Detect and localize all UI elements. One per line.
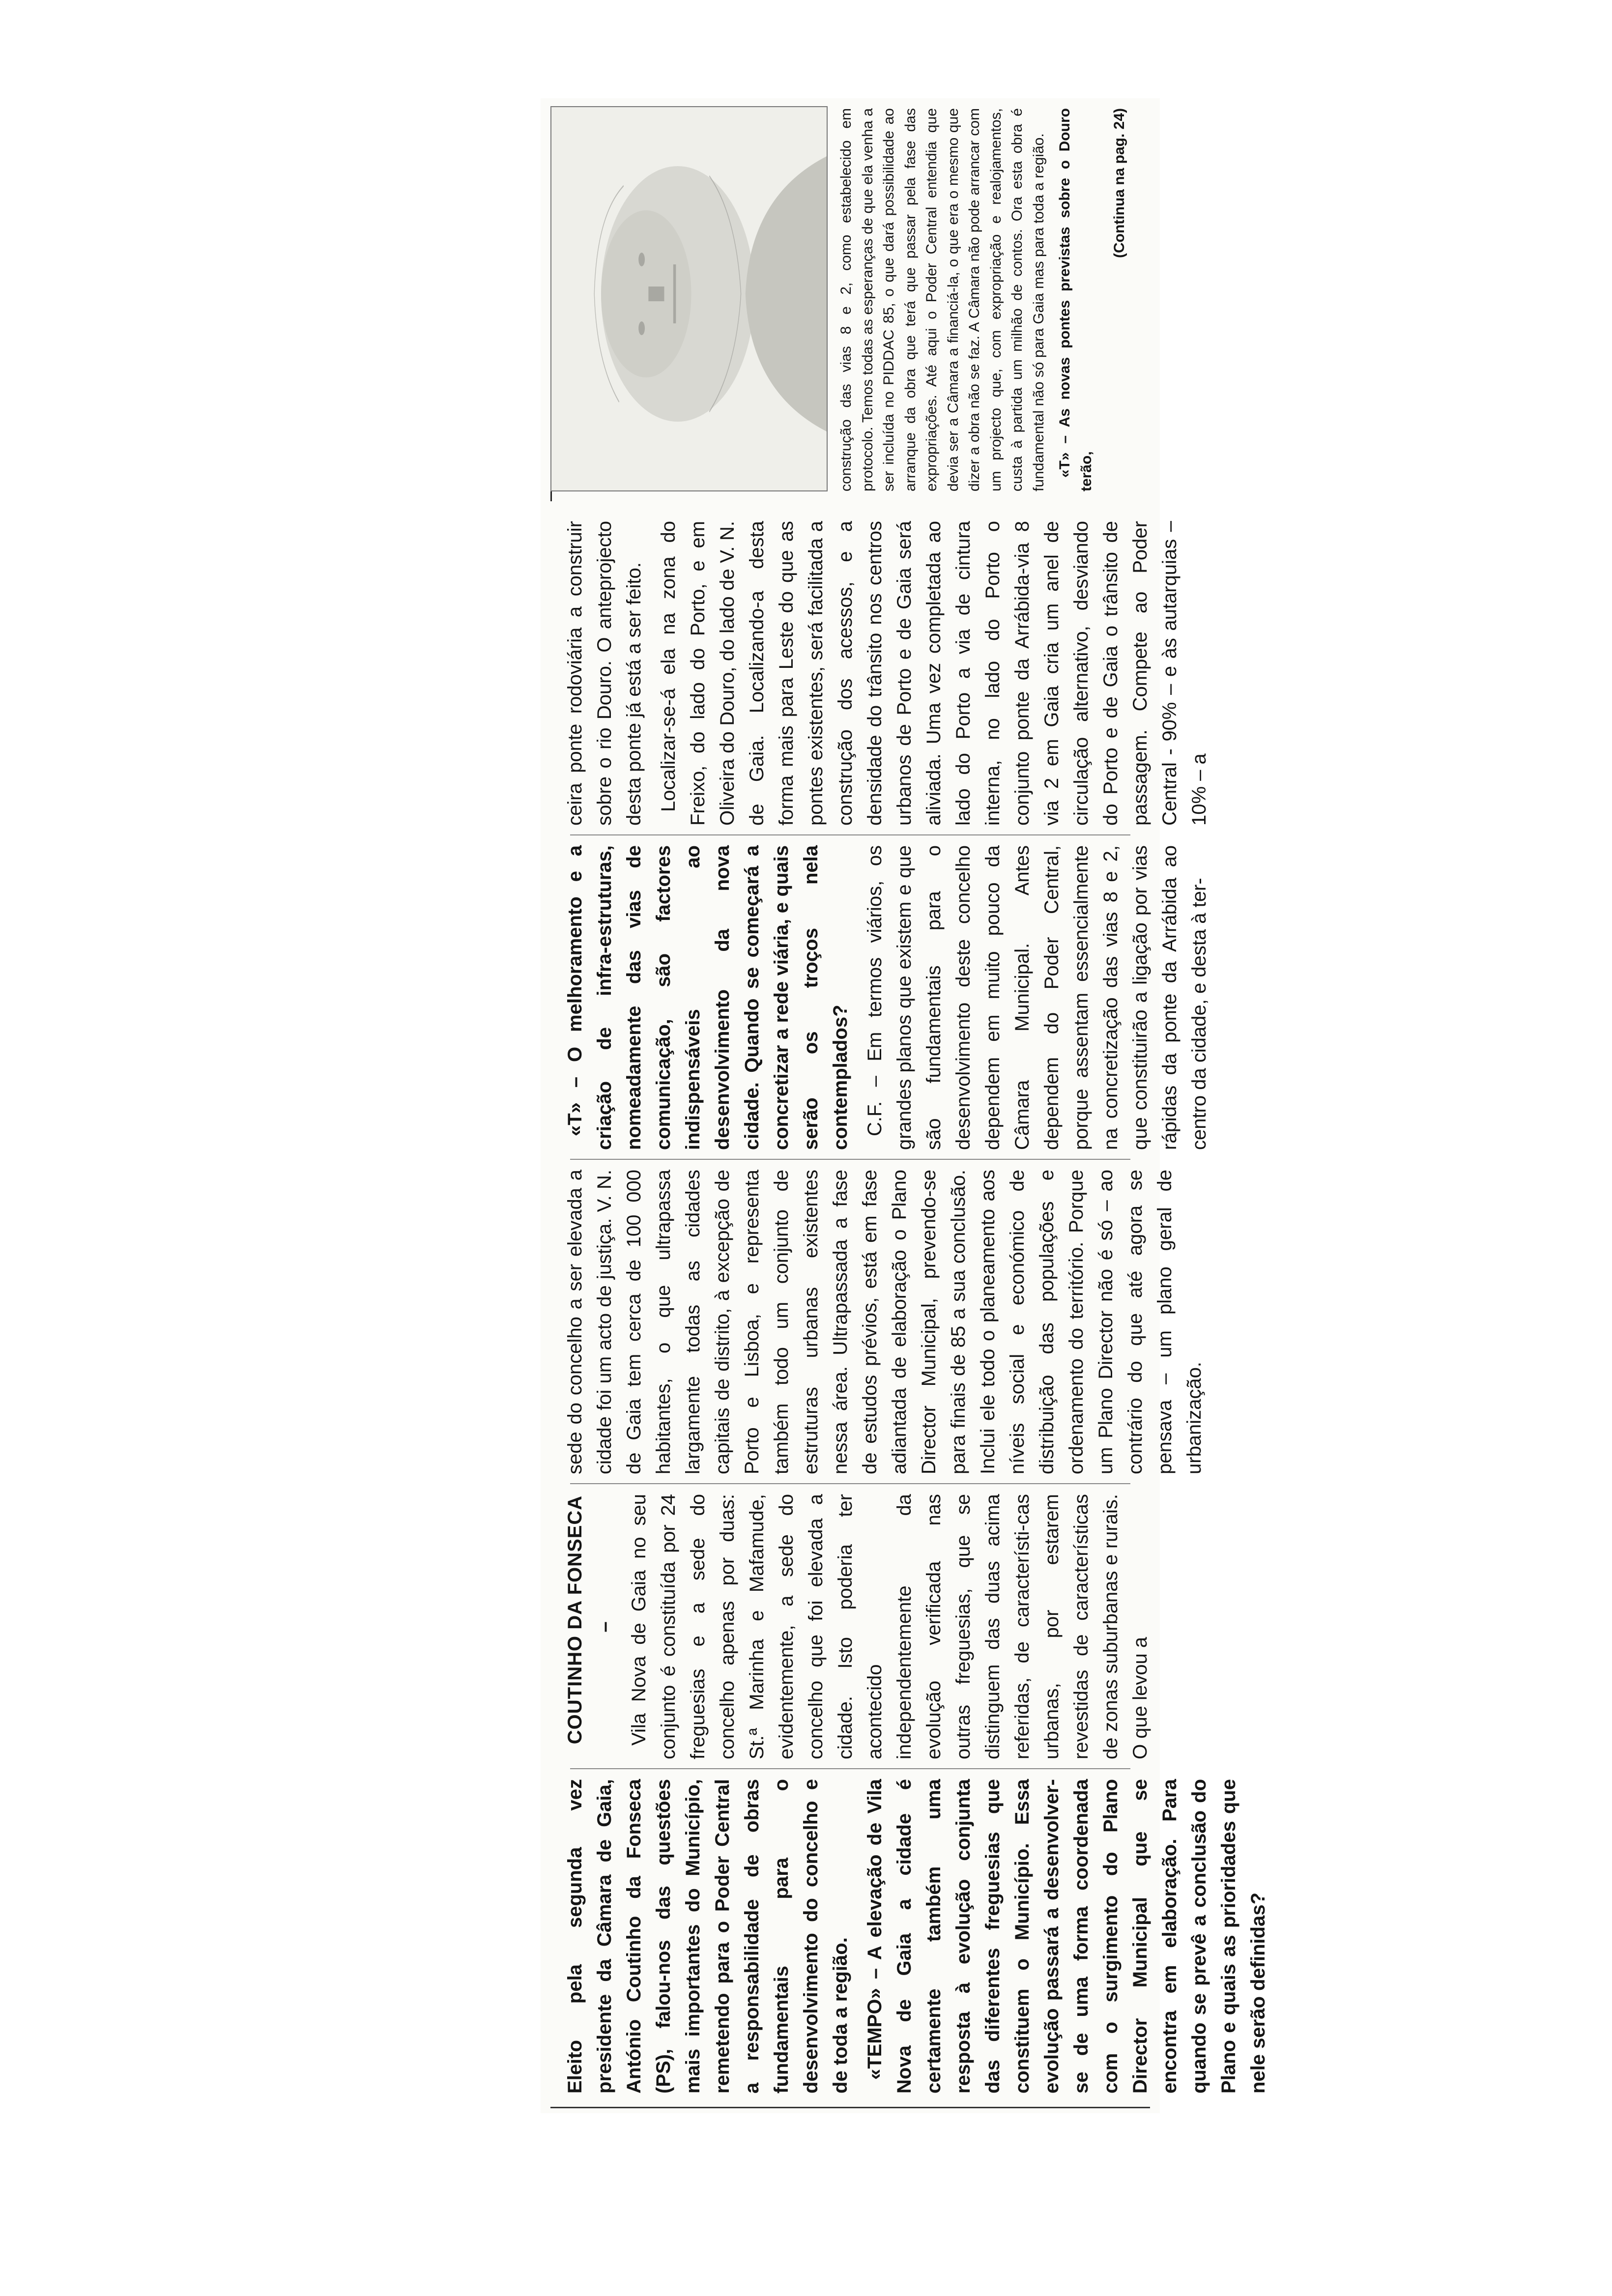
newspaper-clipping (541, 98, 1269, 2113)
column-rule (550, 2107, 1150, 2108)
portrait-image (551, 107, 827, 490)
column-1 (560, 1779, 1269, 2094)
column-4 (560, 845, 1210, 1150)
speaker-heading: COUTINHO DA FONSECA – (564, 1495, 615, 1745)
answer-1-part-1: Vila Nova de Gaia no seu conjunto é constituída por 24 freguesias e a sede do concelho apenas por duas: St.ª Marinha e Mafamude, evidentemente, a sede do concelho que foi elevada a cidade. Isto poderia ter acontecido independentemente da evolução verificada nas outras freguesias, que se distinguem das duas acima referidas, de característi-cas urbanas, por estarem revestidas de características de zonas suburbanas e rurais. O que levou a (628, 1494, 1151, 1759)
column-rule (570, 1159, 1130, 1160)
answer-2-part-1: C.F. – Em termos viários, os grandes planos que existem e que são fundamentais para o desenvolvimento deste concelho dependem em muito pouco da Câmara Municipal. Antes dependem do Poder Central, porque assentam essencialmente na concretização das vias 8 e 2, que constituirão a ligação por vias rápidas da ponte da Arrábida ao centro da cidade, e desta à ter- (864, 845, 1210, 1150)
answer-2-part-2: ceira ponte rodoviária a construir sobre o rio Douro. O anteprojecto desta ponte já está a ser feito. (564, 521, 645, 826)
portrait-photo (550, 106, 828, 491)
column-rule (570, 1768, 1130, 1769)
question-3: «T» – As novas pontes previstas sobre o Douro terão, (1057, 108, 1094, 491)
column-6 (835, 108, 1150, 491)
column-rule (570, 1483, 1130, 1484)
column-5 (560, 521, 1210, 826)
answer-2-part-3: Localizar-se-á ela na zona do Freixo, do lado do Porto, e em Oliveira do Douro, do lado de V. N. de Gaia. Localizando-a desta forma mais para Leste do que as pontes existentes, será facilitada a construção dos acessos, e a densidade do trânsito nos centros urbanos de Porto e de Gaia será aliviada. Uma vez completada ao lado do Porto a via de cintura interna, no lado do Porto o conjunto ponte da Arrábida-via 8 via 2 em Gaia cria um anel de circulação alternativo, desviando do Porto e de Gaia o trânsito de passagem. Compete ao Poder Central - 90% – e às autarquias – 10% – a (658, 521, 1210, 826)
answer-1-part-2: sede do concelho a ser elevada a cidade foi um acto de justiça. V. N. de Gaia tem cerca de 100 000 habitantes, o que ultrapassa largamente todas as cidades capitais de distrito, à excepção de Porto e Lisboa, e representa também todo um conjunto de estruturas urbanas existentes nessa área. Ultrapassada a fase de estudos prévios, está em fase adiantada de elaboração o Plano Director Municipal, prevendo-se para finais de 85 a sua conclusão. Inclui ele todo o planeamento aos níveis social e económico de distribuição das populações e ordenamento do território. Porque um Plano Director não é só – ao contrário do que até agora se pensava – um plano geral de urbanização. (564, 1170, 1205, 1474)
article-intro: Eleito pela segunda vez presidente da Câmara de Gaia, António Coutinho da Fonseca (PS), falou-nos das questões mais importantes do Município, remetendo para o Poder Central a responsabilidade de obras fundamentais para o desenvolvimento do concelho e de toda a região. (564, 1779, 851, 2094)
column-3 (560, 1170, 1205, 1474)
continued-on-page-note: (Continua na pag. 24) (1111, 108, 1127, 258)
column-rule (570, 834, 1130, 835)
question-2: «T» – O melhoramento e a criação de infra-estruturas, nomeadamente das vias de comunicação, são factores indispensáveis ao desenvolvimento da nova cidade. Quando se começará a concretizar a rede viária, e quais serão os troços nela contemplados? (564, 845, 851, 1150)
column-2 (560, 1494, 1151, 1759)
answer-2-part-4: construção das vias 8 e 2, como estabelecido em protocolo. Temos todas as esperanças de que ela venha a ser incluída no PIDDAC 85, o que dará possibilidade ao arranque da obra que terá que passar pela fase das expropriações. Até aqui o Poder Central entendia que devia ser a Câmara a financiá-la, o que era o mesmo que dizer a obra não se faz. A Câmara não pode arrancar com um projecto que, com expropriação e realojamentos, custa à partida um milhão de contos. Ora esta obra é fundamental não só para Gaia mas para toda a região. (838, 108, 1047, 491)
question-1: «TEMPO» – A elevação de Vila Nova de Gaia a cidade é certamente também uma resposta à evolução conjunta das diferentes freguesias que constituem o Município. Essa evolução passará a desenvolver-se de uma forma coordenada com o surgimento do Plano Director Municipal que se encontra em elaboração. Para quando se prevê a conclusão do Plano e quais as prioridades que nele serão definidas? (864, 1779, 1269, 2094)
